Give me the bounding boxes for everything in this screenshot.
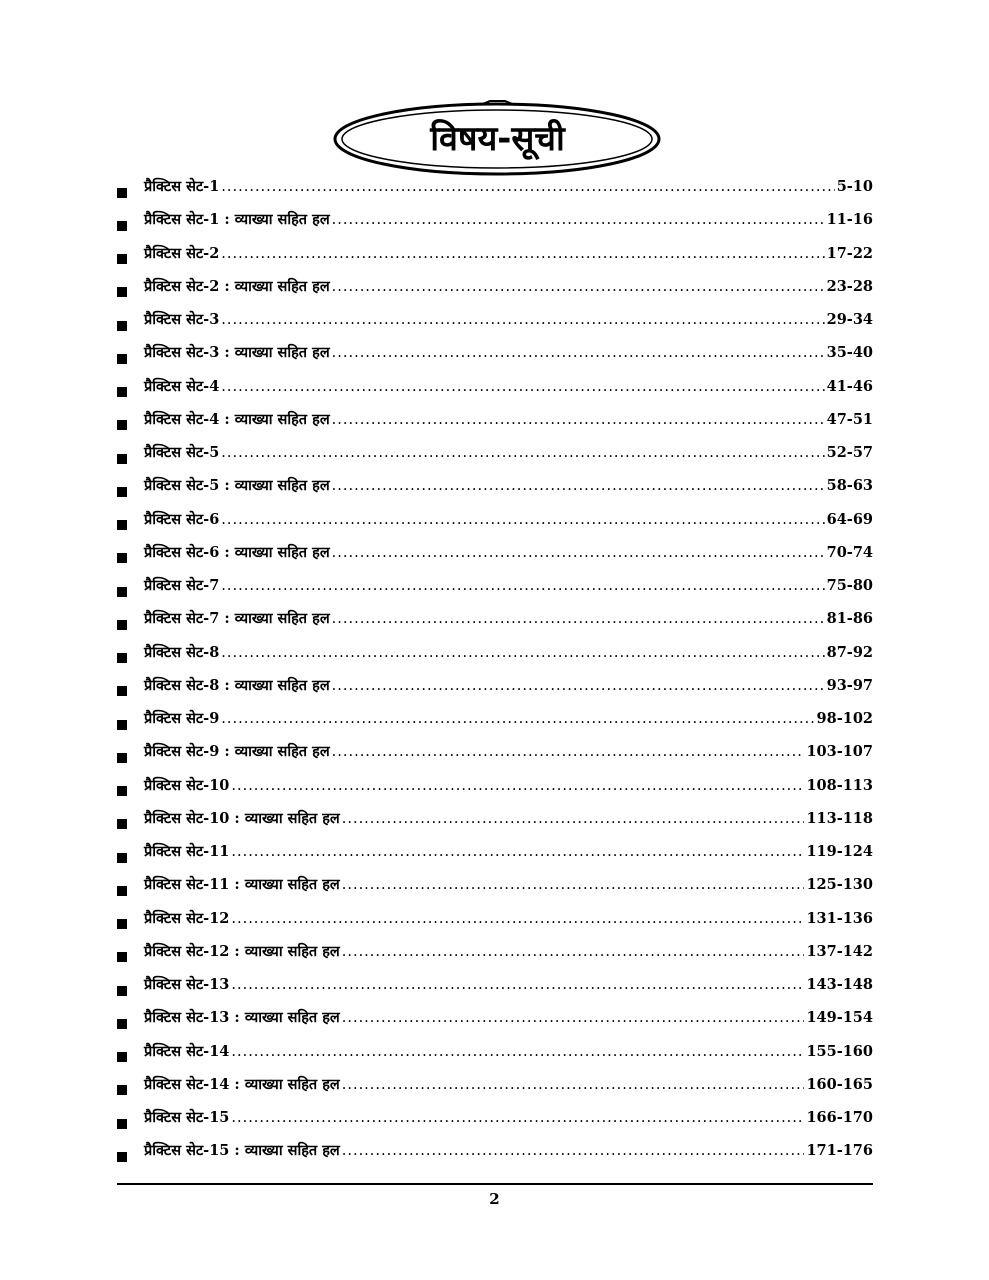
item-label: प्रैक्टिस सेट-1 : व्याख्या सहित हल (144, 211, 330, 229)
square-bullet-icon (117, 321, 127, 331)
square-bullet-icon (117, 188, 127, 198)
item-label: प्रैक्टिस सेट-1 (144, 178, 220, 195)
footer-divider (117, 1183, 873, 1185)
square-bullet-icon (117, 420, 127, 430)
square-bullet-icon (117, 819, 127, 829)
square-bullet-icon (117, 587, 127, 597)
item-pages: 149-154 (806, 1009, 873, 1027)
item-label: प्रैक्टिस सेट-6 : व्याख्या सहित हल (144, 543, 330, 561)
item-label: प्रैक्टिस सेट-5 : व्याख्या सहित हल (144, 477, 330, 495)
dot-leader (231, 911, 804, 927)
item-pages: 103-107 (806, 743, 873, 761)
table-of-contents (117, 176, 873, 1174)
item-label: प्रैक्टिस सेट-7 (144, 577, 220, 594)
square-bullet-icon (117, 620, 127, 630)
square-bullet-icon (117, 354, 127, 364)
item-label: प्रैक्टिस सेट-11 (144, 843, 230, 860)
square-bullet-icon (117, 686, 127, 696)
square-bullet-icon (117, 853, 127, 863)
dot-leader (221, 246, 824, 262)
item-pages: 70-74 (826, 543, 873, 561)
list-item[interactable] (117, 741, 873, 774)
square-bullet-icon (117, 1085, 127, 1095)
item-pages: 75-80 (826, 577, 873, 594)
list-item[interactable] (117, 708, 873, 741)
square-bullet-icon (117, 653, 127, 663)
square-bullet-icon (117, 786, 127, 796)
item-pages: 64-69 (826, 510, 873, 528)
dot-leader (332, 478, 825, 494)
square-bullet-icon (117, 387, 127, 397)
square-bullet-icon (117, 919, 127, 929)
dot-leader (342, 1077, 805, 1093)
page-number: 2 (489, 1190, 500, 1208)
list-item[interactable] (117, 874, 873, 907)
item-pages: 137-142 (806, 942, 873, 960)
dot-leader (221, 312, 824, 328)
item-pages: 166-170 (806, 1109, 873, 1126)
item-label: प्रैक्टिस सेट-5 (144, 444, 220, 461)
list-item[interactable] (117, 1007, 873, 1040)
item-label: प्रैक्टिस सेट-2 (144, 244, 220, 262)
dot-leader (221, 711, 814, 727)
item-label: प्रैक्टिस सेट-3 (144, 311, 220, 328)
item-pages: 108-113 (806, 776, 873, 794)
list-item[interactable] (117, 642, 873, 675)
item-label: प्रैक्टिस सेट-7 : व्याख्या सहित हल (144, 610, 330, 628)
square-bullet-icon (117, 254, 127, 264)
item-pages: 160-165 (806, 1075, 873, 1093)
square-bullet-icon (117, 287, 127, 297)
item-pages: 171-176 (806, 1142, 873, 1160)
dot-leader (231, 1044, 804, 1060)
item-pages: 23-28 (826, 277, 873, 295)
dot-leader (231, 977, 804, 993)
square-bullet-icon (117, 1119, 127, 1129)
square-bullet-icon (117, 986, 127, 996)
dot-leader (332, 678, 825, 694)
item-label: प्रैक्टिस सेट-13 (144, 976, 230, 993)
dot-leader (332, 744, 805, 760)
list-item[interactable] (117, 675, 873, 708)
item-pages: 87-92 (826, 643, 873, 661)
list-item[interactable] (117, 209, 873, 242)
square-bullet-icon (117, 1152, 127, 1162)
list-item[interactable] (117, 276, 873, 309)
list-item[interactable] (117, 243, 873, 276)
item-pages: 5-10 (836, 178, 873, 195)
item-label: प्रैक्टिस सेट-12 : व्याख्या सहित हल (144, 942, 340, 960)
dot-leader (342, 1143, 805, 1159)
item-pages: 29-34 (826, 311, 873, 328)
dot-leader (221, 645, 824, 661)
dot-leader (221, 578, 824, 594)
dot-leader (332, 345, 825, 361)
item-label: प्रैक्टिस सेट-9 : व्याख्या सहित हल (144, 743, 330, 761)
list-item[interactable] (117, 542, 873, 575)
list-item[interactable] (117, 309, 873, 342)
list-item[interactable] (117, 608, 873, 641)
heading-banner (330, 96, 665, 178)
item-label: प्रैक्टिस सेट-14 : व्याख्या सहित हल (144, 1075, 340, 1093)
dot-leader (342, 944, 805, 960)
item-label: प्रैक्टिस सेट-15 (144, 1109, 230, 1126)
dot-leader (231, 778, 804, 794)
dot-leader (332, 212, 825, 228)
item-label: प्रैक्टिस सेट-3 : व्याख्या सहित हल (144, 344, 330, 362)
list-item[interactable] (117, 409, 873, 442)
list-item[interactable] (117, 509, 873, 542)
item-label: प्रैक्टिस सेट-14 (144, 1042, 230, 1060)
dot-leader (221, 512, 824, 528)
square-bullet-icon (117, 1019, 127, 1029)
item-pages: 47-51 (826, 410, 873, 428)
item-label: प्रैक्टिस सेट-8 (144, 643, 220, 661)
list-item[interactable] (117, 1140, 873, 1173)
list-item[interactable] (117, 808, 873, 841)
square-bullet-icon (117, 886, 127, 896)
list-item[interactable] (117, 841, 873, 874)
item-pages: 41-46 (826, 377, 873, 395)
item-label: प्रैक्टिस सेट-13 : व्याख्या सहित हल (144, 1009, 340, 1027)
item-label: प्रैक्टिस सेट-10 : व्याख्या सहित हल (144, 809, 340, 827)
item-pages: 17-22 (826, 244, 873, 262)
list-item[interactable] (117, 908, 873, 941)
dot-leader (231, 1110, 804, 1126)
item-label: प्रैक्टिस सेट-2 : व्याख्या सहित हल (144, 277, 330, 295)
dot-leader (332, 279, 825, 295)
list-item[interactable] (117, 1041, 873, 1074)
item-label: प्रैक्टिस सेट-4 (144, 377, 220, 395)
dot-leader (221, 179, 834, 195)
item-label: प्रैक्टिस सेट-8 : व्याख्या सहित हल (144, 676, 330, 694)
list-item[interactable] (117, 376, 873, 409)
item-pages: 58-63 (826, 477, 873, 495)
list-item[interactable] (117, 475, 873, 508)
dot-leader (342, 811, 805, 827)
item-pages: 35-40 (826, 344, 873, 362)
dot-leader (332, 611, 825, 627)
dot-leader (221, 445, 824, 461)
item-label: प्रैक्टिस सेट-12 (144, 909, 230, 927)
item-pages: 81-86 (826, 610, 873, 628)
item-pages: 125-130 (806, 876, 873, 894)
dot-leader (332, 412, 825, 428)
item-pages: 98-102 (816, 710, 873, 727)
item-pages: 113-118 (806, 809, 873, 827)
dot-leader (342, 1010, 805, 1026)
item-label: प्रैक्टिस सेट-11 : व्याख्या सहित हल (144, 876, 340, 894)
item-pages: 93-97 (826, 676, 873, 694)
list-item[interactable] (117, 1107, 873, 1140)
list-item[interactable] (117, 575, 873, 608)
square-bullet-icon (117, 520, 127, 530)
item-pages: 119-124 (806, 843, 873, 860)
item-label: प्रैक्टिस सेट-10 (144, 776, 230, 794)
square-bullet-icon (117, 221, 127, 231)
list-item[interactable] (117, 442, 873, 475)
item-label: प्रैक्टिस सेट-15 : व्याख्या सहित हल (144, 1142, 340, 1160)
list-item[interactable] (117, 775, 873, 808)
dot-leader (342, 877, 805, 893)
square-bullet-icon (117, 454, 127, 464)
list-item[interactable] (117, 176, 873, 209)
list-item[interactable] (117, 941, 873, 974)
list-item[interactable] (117, 342, 873, 375)
square-bullet-icon (117, 753, 127, 763)
dot-leader (221, 379, 824, 395)
item-pages: 143-148 (806, 976, 873, 993)
item-label: प्रैक्टिस सेट-4 : व्याख्या सहित हल (144, 410, 330, 428)
item-label: प्रैक्टिस सेट-9 (144, 710, 220, 727)
dot-leader (231, 844, 804, 860)
square-bullet-icon (117, 1052, 127, 1062)
list-item[interactable] (117, 1074, 873, 1107)
square-bullet-icon (117, 553, 127, 563)
dot-leader (332, 545, 825, 561)
square-bullet-icon (117, 487, 127, 497)
square-bullet-icon (117, 720, 127, 730)
item-pages: 131-136 (806, 909, 873, 927)
item-label: प्रैक्टिस सेट-6 (144, 510, 220, 528)
page-title: विषय-सूची (430, 119, 565, 159)
list-item[interactable] (117, 974, 873, 1007)
item-pages: 52-57 (826, 444, 873, 461)
item-pages: 11-16 (826, 211, 873, 229)
square-bullet-icon (117, 952, 127, 962)
item-pages: 155-160 (806, 1042, 873, 1060)
